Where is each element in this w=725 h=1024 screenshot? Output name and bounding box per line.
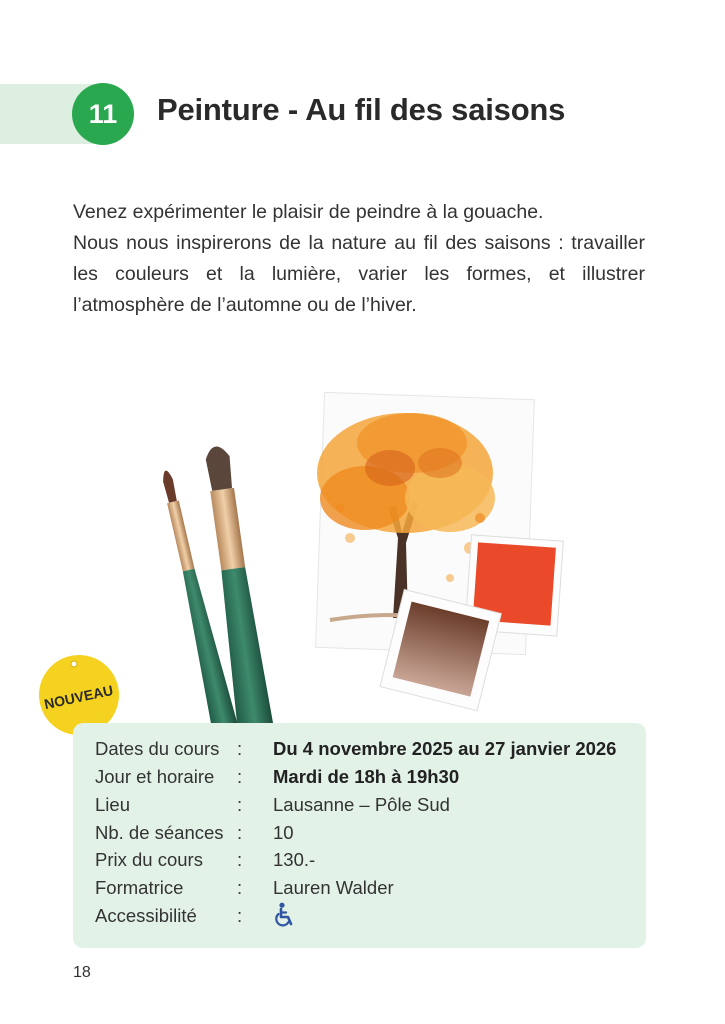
info-colon: : — [237, 905, 243, 926]
info-value: Lauren Walder — [273, 877, 394, 898]
info-value — [273, 902, 297, 930]
page-number: 18 — [73, 964, 91, 981]
info-label: Nb. de séances — [95, 822, 224, 843]
info-label: Accessibilité — [95, 905, 197, 926]
info-label: Jour et horaire — [95, 766, 215, 787]
info-value: Du 4 novembre 2025 au 27 janvier 2026 — [273, 738, 617, 759]
course-info-card — [73, 723, 646, 948]
info-colon: : — [237, 822, 243, 843]
page-title: Peinture - Au fil des saisons — [157, 92, 566, 127]
info-label: Formatrice — [95, 877, 184, 898]
info-colon: : — [237, 766, 243, 787]
info-colon: : — [237, 877, 243, 898]
painting-illustration — [150, 388, 570, 728]
info-colon: : — [237, 794, 243, 815]
info-colon: : — [237, 849, 243, 870]
section-number-badge: 11 — [72, 83, 134, 145]
wheelchair-icon — [273, 902, 297, 928]
info-label: Lieu — [95, 794, 130, 815]
info-label: Dates du cours — [95, 738, 220, 759]
intro-line-1: Venez expérimenter le plaisir de peindre à la gouache. — [73, 201, 544, 223]
info-value: 130.- — [273, 849, 316, 870]
intro-line-2: Nous nous inspirerons de la nature au fil des saisons : travailler les couleurs et la lumière, varier les formes, et illustrer l’atmosphère de l’automne ou de l’hiver. — [73, 232, 645, 316]
info-label: Prix du cours — [95, 849, 203, 870]
intro-text — [73, 197, 645, 321]
nouveau-label: NOUVEAU — [42, 681, 115, 713]
info-colon: : — [237, 738, 243, 759]
info-value: Lausanne – Pôle Sud — [273, 794, 450, 815]
info-value: 10 — [273, 822, 294, 843]
info-value: Mardi de 18h à 19h30 — [273, 766, 460, 787]
